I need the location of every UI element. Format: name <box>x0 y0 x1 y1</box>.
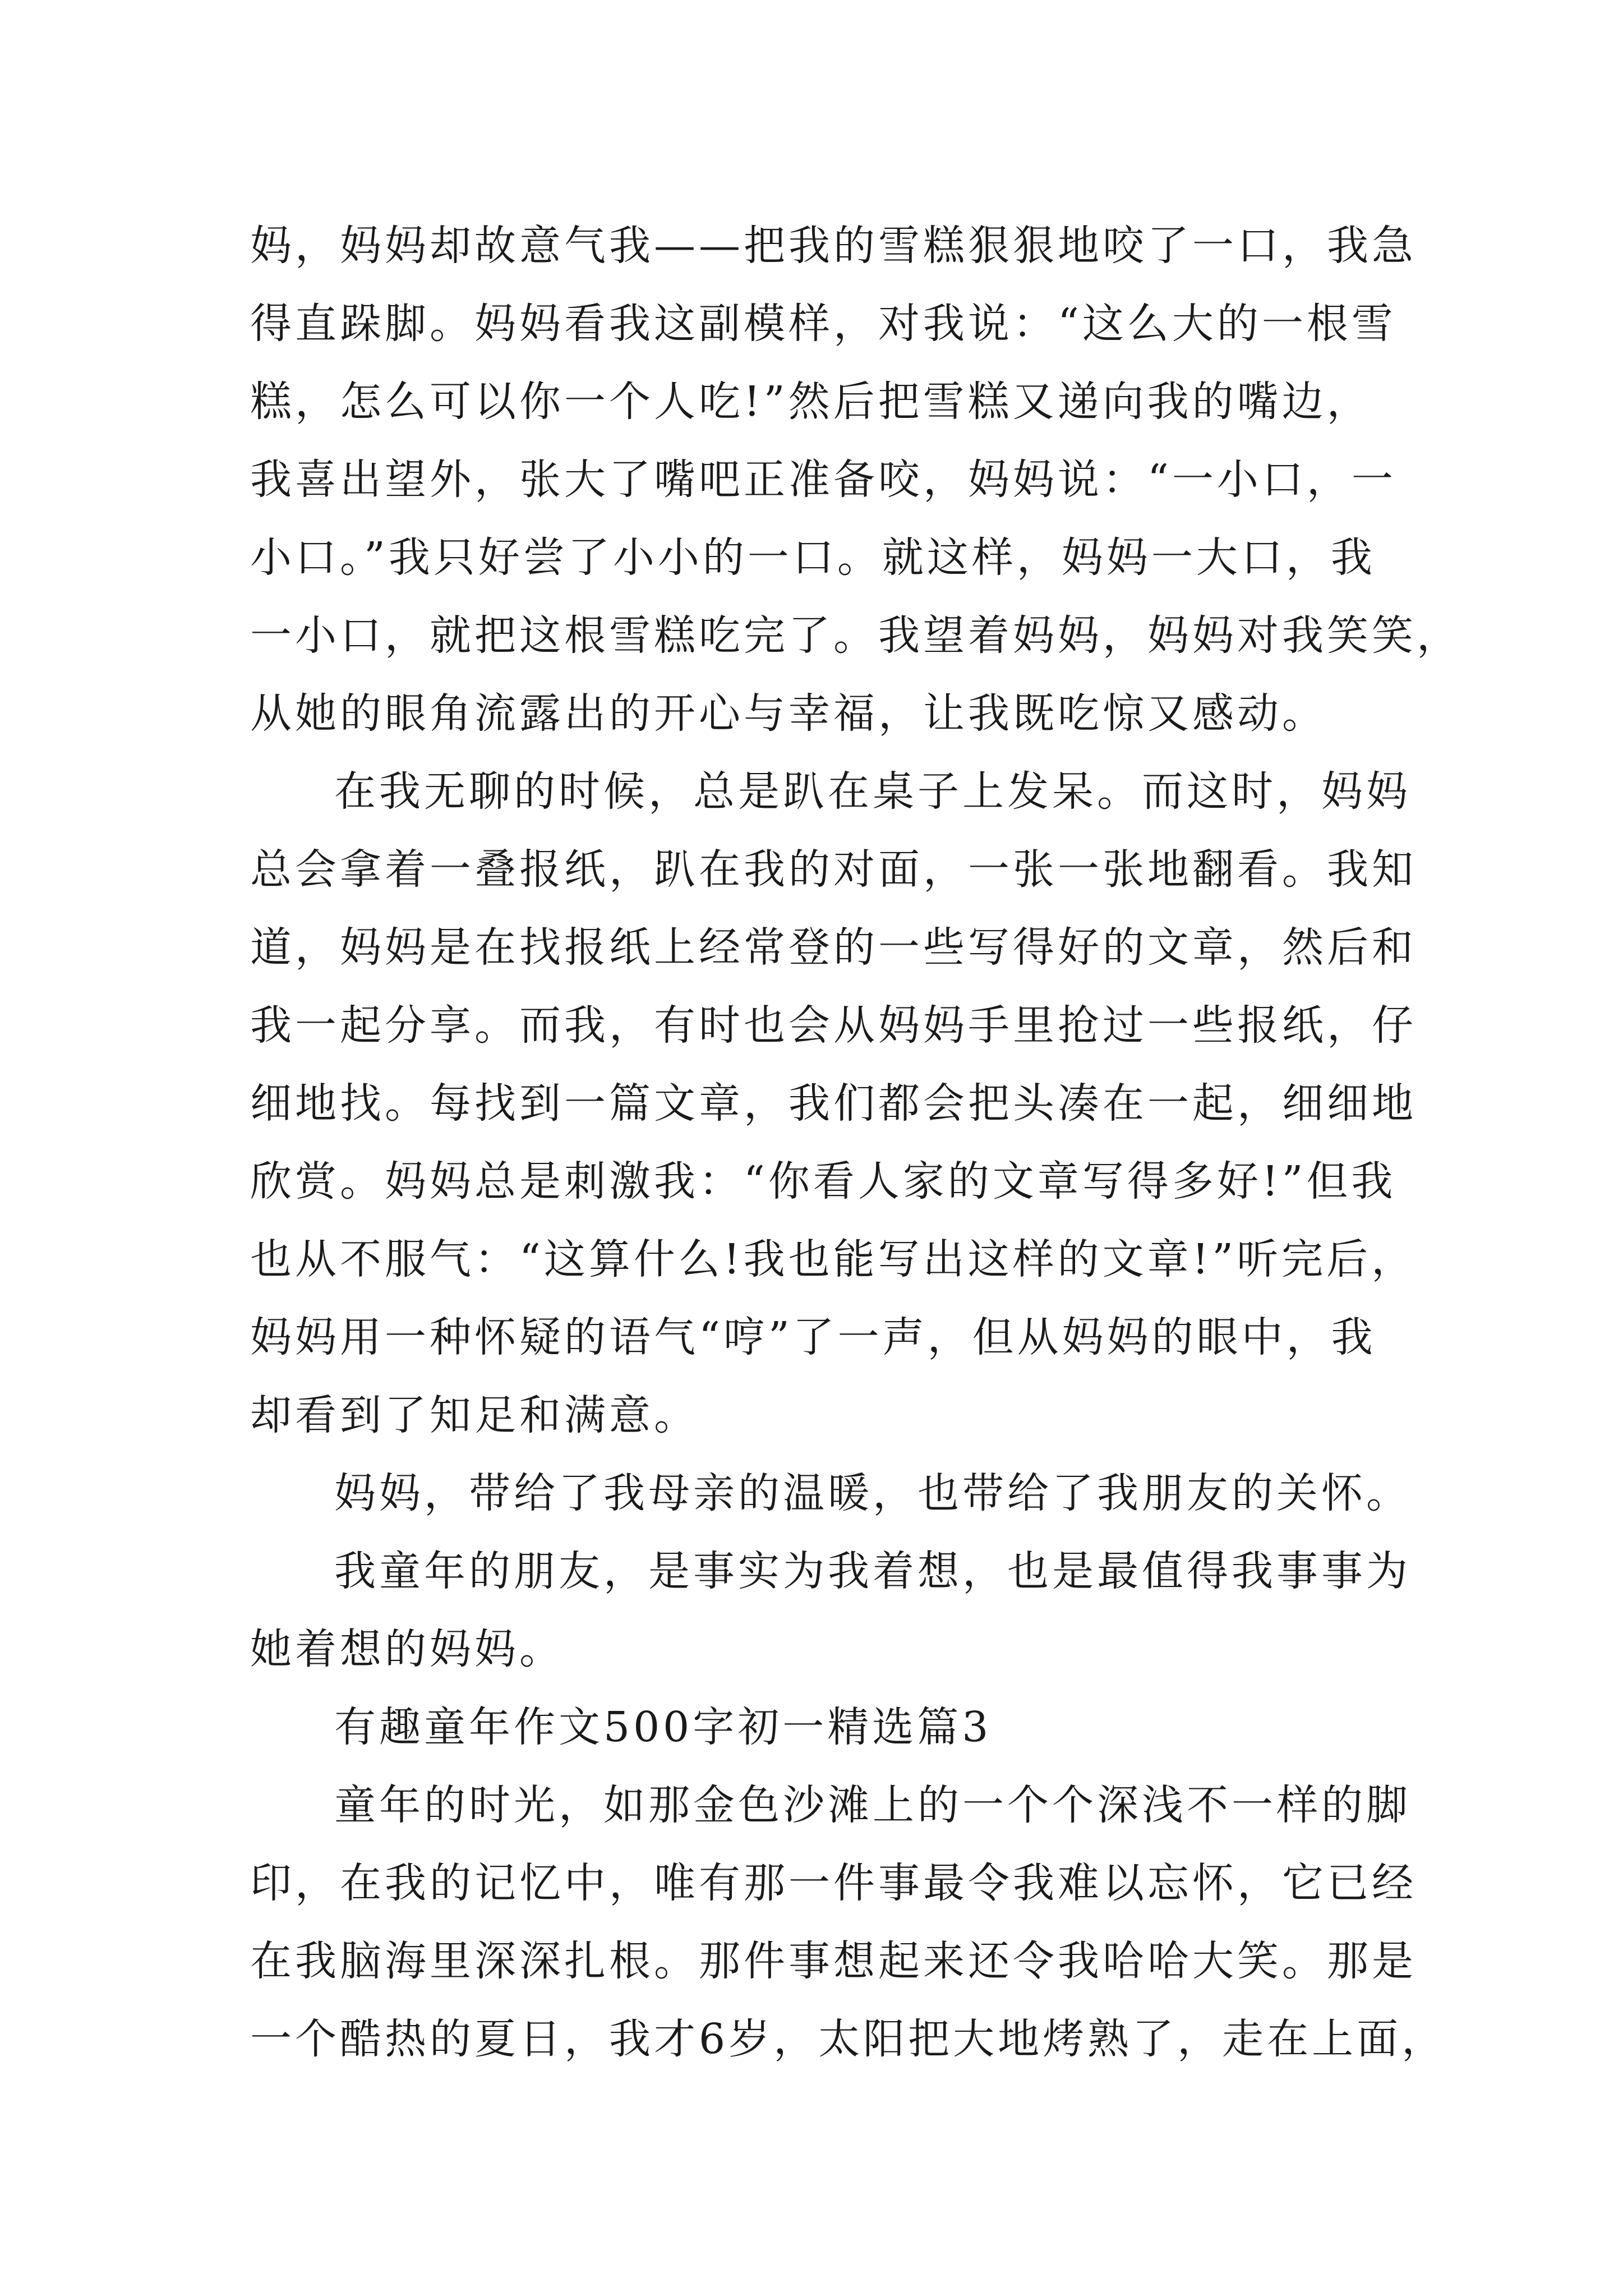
text-line: 我一起分享。而我，有时也会从妈妈手里抢过一些报纸，仔 <box>250 1001 1417 1050</box>
text-line: 印，在我的记忆中，唯有那一件事最令我难以忘怀，它已经 <box>250 1859 1417 1907</box>
text-line: 糕，怎么可以你一个人吃!”然后把雪糕又递向我的嘴边， <box>250 378 1372 426</box>
text-line: 一个酷热的夏日，我才6岁，太阳把大地烤熟了，走在上面， <box>250 2015 1447 2063</box>
text-line: 我童年的朋友，是事实为我着想，也是最值得我事事为 <box>334 1547 1411 1595</box>
text-line: 也从不服气：“这算什么!我也能写出这样的文章!”听完后， <box>250 1235 1417 1283</box>
text-line: 却看到了知足和满意。 <box>250 1391 699 1439</box>
text-line: 欣赏。妈妈总是刺激我：“你看人家的文章写得多好!”但我 <box>250 1157 1396 1205</box>
text-line: 我喜出望外，张大了嘴吧正准备咬，妈妈说：“一小口，一 <box>250 455 1396 504</box>
text-line: 妈妈用一种怀疑的语气“哼”了一声，但从妈妈的眼中，我 <box>250 1313 1376 1361</box>
text-line: 她着想的妈妈。 <box>250 1625 564 1673</box>
text-line: 在我脑海里深深扎根。那件事想起来还令我哈哈大笑。那是 <box>250 1937 1417 1985</box>
text-line: 得直跺脚。妈妈看我这副模样，对我说：“这么大的一根雪 <box>250 300 1396 348</box>
text-line: 妈妈，带给了我母亲的温暖，也带给了我朋友的关怀。 <box>334 1469 1411 1517</box>
text-line: 童年的时光，如那金色沙滩上的一个个深浅不一样的脚 <box>334 1781 1411 1829</box>
text-line: 道，妈妈是在找报纸上经常登的一些写得好的文章，然后和 <box>250 923 1417 972</box>
section-heading: 有趣童年作文500字初一精选篇3 <box>334 1703 992 1751</box>
text-line: 在我无聊的时候，总是趴在桌子上发呆。而这时，妈妈 <box>334 767 1411 816</box>
text-line: 细地找。每找到一篇文章，我们都会把头凑在一起，细细地 <box>250 1079 1417 1128</box>
text-line: 从她的眼角流露出的开心与幸福，让我既吃惊又感动。 <box>250 689 1327 738</box>
text-line: 总会拿着一叠报纸，趴在我的对面，一张一张地翻看。我知 <box>250 845 1417 894</box>
text-line: 小口。”我只好尝了小小的一口。就这样，妈妈一大口，我 <box>250 533 1376 582</box>
text-line: 妈，妈妈却故意气我——把我的雪糕狠狠地咬了一口，我急 <box>250 222 1417 270</box>
text-line: 一小口，就把这根雪糕吃完了。我望着妈妈，妈妈对我笑笑， <box>250 611 1461 660</box>
